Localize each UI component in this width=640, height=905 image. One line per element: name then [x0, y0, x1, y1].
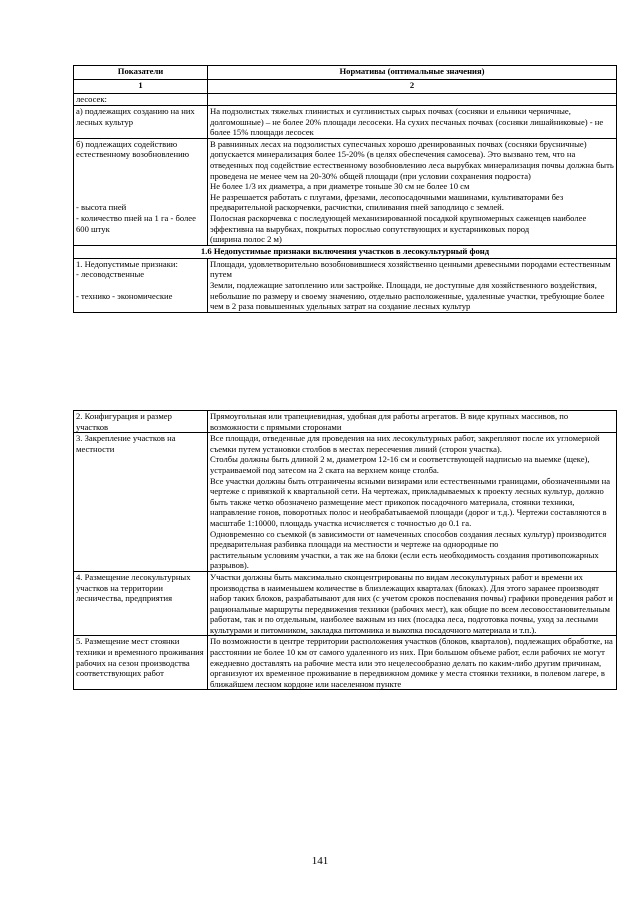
row-text-n1b: Земли, подлежащие затоплению или застройке. Площади, не доступные для хозяйственного воздействия, небольшие по размеру и своему значению, отдельно расположенные, удаленные участки, требующие более чем в 2 раза повышенных удельных затрат на создание лесных культур [210, 279, 605, 312]
row-text-a: На подзолистых тяжелых глинистых и суглинистых сырых почвах (сосняки и ельники черничные, долгомошные) – не более 20% площади лесосеки. На сухих песчаных почвах (сосняки лишайниковые) - не более 15% площади лесосек [208, 106, 617, 139]
row-text-n3-group [208, 433, 617, 572]
section-row [74, 245, 617, 258]
row-text-stump: Не более 1/3 их диаметра, а при диаметре тоньше 30 см не более 10 см [210, 181, 470, 192]
row-text-n4: Участки должны быть максимально сконцентрированы по видам лесокультурных работ и времени их производства в наименьшем количестве в близлежащих кварталах (блоках). Для этого заранее производят набор таких блоков, разрабатывают для них (с учетом сроков поспевания почвы) графики проведения работ и рациональные маршруты передвижения техники (рабочих мест), как общие по всем лесовосстановительным работам, так и по отдельным, наиболее важным из них (посадка леса, подготовка почвы, уход за лесными культурами и питомником, закладка питомника и выкопка посадочного материала и т.п.). [208, 571, 617, 636]
row-label-lesosek: лесосек: [74, 94, 208, 106]
column-number-1: 1 [74, 80, 208, 94]
row-label-n5: 5. Размещение мест стоянки техники и временного проживания рабочих на сезон производства соответствующих работ [74, 636, 208, 690]
table-row [74, 138, 617, 245]
row-text-n3e: растительным условиям участки, а так же на блоки (если есть необходимость создания противопожарных разрывов). [210, 549, 599, 571]
table-row [74, 258, 617, 312]
row-text-n3b: Столбы должны быть длиной 2 м, диаметром 12-16 см и соответствующей надписью на выемке (щеке), устраиваемой под затесом на 2 ската на верхнем конце столба. [210, 454, 590, 475]
table-row [74, 636, 617, 690]
norms-table-part2 [73, 410, 617, 690]
row-label-n1-group [74, 258, 208, 312]
table-row [74, 411, 617, 433]
row-label-technical-economic: - технико - экономические [76, 290, 173, 301]
row-label-silvicultural: - лесоводственные [76, 269, 145, 280]
row-text-n2: Прямоугольная или трапециевидная, удобная для работы агрегатов. В виде крупных массивов, по возможности с прямыми сторонами [208, 411, 617, 433]
table-header-row [74, 66, 617, 80]
header-indicators: Показатели [74, 66, 208, 80]
norms-table-part1 [73, 65, 617, 313]
row-text-n3d: Одновременно со съемкой (в зависимости от намеченных способов создания лесных культур) производится предварительная разбивка площади на местности и чертеже на однородные по [210, 528, 607, 550]
row-label-stump: - высота пней [76, 202, 127, 213]
row-label-a: а) подлежащих созданию на них лесных культур [74, 106, 208, 139]
row-label-n4: 4. Размещение лесокультурных участков на территории лесничества, предприятия [74, 571, 208, 636]
row-label-stump-count: - количество пней на 1 га - более 600 штук [76, 212, 196, 234]
row-text-b: В равнинных лесах на подзолистых супесчаных хорошо дренированных почвах (сосняки брусничные) допускается минерализация более 15-20% (в целях обеспечения самосева). Это вызвано тем, что на отведенных под содействие естественному возобновлению леса вырубках минерализация почвы должна быть проведена не менее чем на 20-30% общей площади (при условии сохранения подроста) [210, 138, 614, 181]
table-row [74, 106, 617, 139]
table-row [74, 433, 617, 572]
row-text-n5: По возможности в центре территории расположения участков (блоков, кварталов), подлежащих обработке, на расстоянии не более 10 км от самого удаленного из них. При большом объеме работ, если рабочих не могут ежедневно доставлять на рабочие места или это нецелесообразно делать по каким-либо другим причинам, организуют их временное проживание в передвижном домике у места стоянки техники, в полевом лагере, в ближайшем лесном кордоне или населенном пункте [208, 636, 617, 690]
row-label-b: б) подлежащих содействию естественному возобновлению [76, 138, 190, 160]
column-number-2: 2 [208, 80, 617, 94]
row-label-n1: 1. Недопустимые признаки: [76, 258, 178, 269]
row-label-n3: 3. Закрепление участков на местности [74, 433, 208, 572]
row-text-strip-width: (ширина полос 2 м) [210, 234, 282, 245]
row-text-stump-count: Не разрешается работать с плугами, фрезами, лесопосадочными машинами, культиваторами без предварительной раскорчевки, расчистки, спиливания пней заподлицо с землей. [210, 191, 564, 213]
section-title: 1.6 Недопустимые признаки включения участков в лесокультурный фонд [74, 245, 617, 258]
table-row [74, 571, 617, 636]
header-norms: Нормативы (оптимальные значения) [208, 66, 617, 80]
row-text-n1-group [208, 258, 617, 312]
row-text-n1a: Площади, удовлетворительно возобновившиеся хозяйственно ценными древесными породами естественным путем [210, 258, 611, 280]
row-label-b-group [74, 138, 208, 245]
row-label-n2: 2. Конфигурация и размер участков [74, 411, 208, 433]
table-row [74, 94, 617, 106]
row-text-strip-clearing: Полосная раскорчевка с последующей механизированной посадкой крупномерных саженцев наиболее эффективна на вырубках, покрытых порослью сопутствующих и кустарниковых пород [210, 212, 587, 234]
row-text-n3a: Все площади, отведенные для проведения на них лесокультурных работ, закрепляют после их угломерной съемки путем установки столбов в местах пересечения линий (сторон участка). [210, 433, 600, 454]
row-text-n3c: Все участки должны быть отграничены ясными визирами или естественными границами, обозначенными на чертеже с привязкой к квартальной сети. На чертежах, прикладываемых к проекту лесных культур, должно быть также четко обозначено размещение мест прикопок посадочного материала, стоянки техники, направление гонов, поворотных полос и необрабатываемой площади (дорог и т.д.). Чертежи составляются в масштабе 1:10000, площадь участка исчисляется с точностью до 0.1 га. [210, 475, 611, 528]
page-number: 141 [311, 855, 329, 867]
row-text-b-group [208, 138, 617, 245]
column-number-row [74, 80, 617, 94]
